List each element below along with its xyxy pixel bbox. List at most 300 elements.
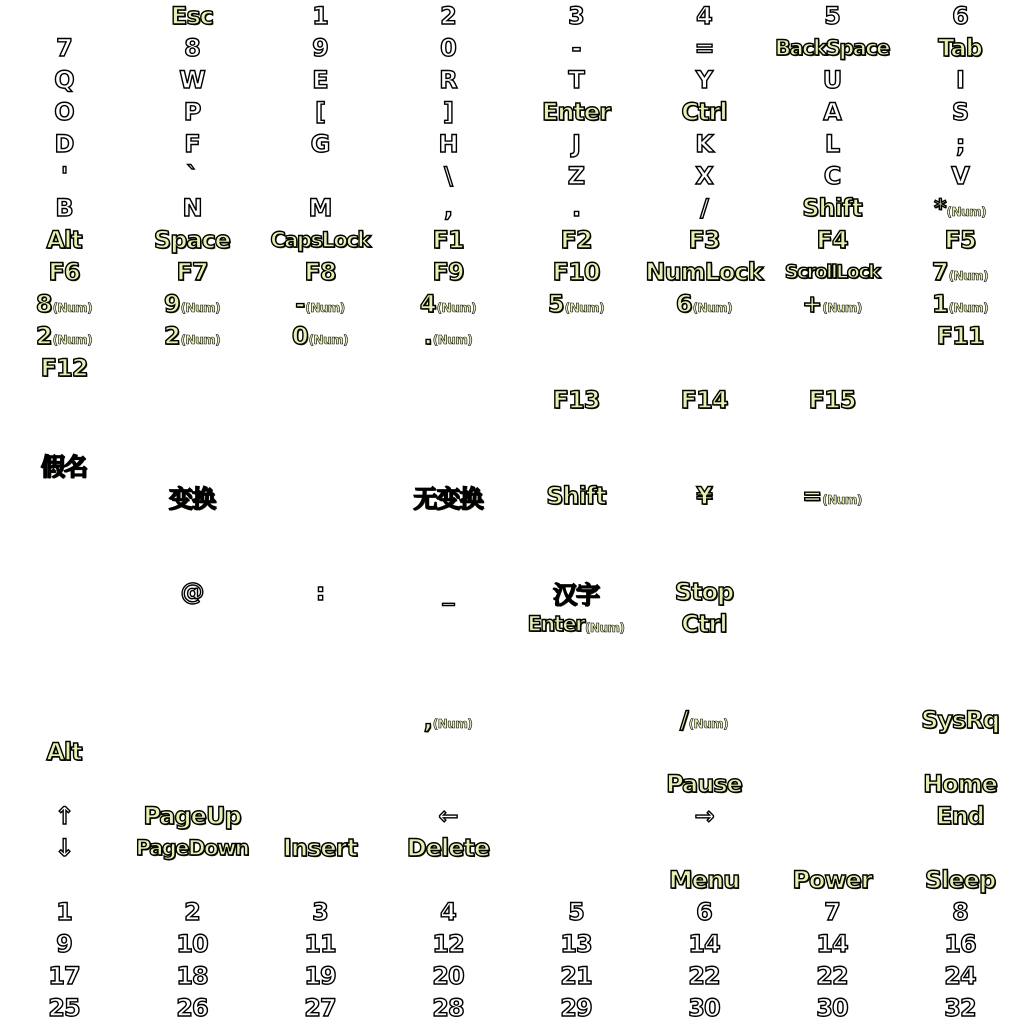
key-glyph-text: SysRq [921, 706, 999, 734]
numpad-suffix: (Num) [688, 717, 729, 731]
glyph-row [0, 32, 1024, 64]
key-glyph [0, 96, 128, 128]
numpad-suffix: (Num) [180, 333, 221, 347]
key-glyph [512, 384, 640, 416]
key-glyph-text: S [951, 98, 969, 126]
key-glyph-text: 假名 [41, 452, 87, 481]
key-glyph-text: ScrollLock [784, 261, 880, 283]
key-glyph [896, 32, 1024, 64]
key-glyph [256, 928, 384, 960]
numpad-suffix: (Num) [436, 301, 477, 315]
key-glyph-text: ¥ [696, 482, 712, 510]
glyph-row [0, 320, 1024, 352]
key-glyph [256, 992, 384, 1024]
key-glyph [384, 128, 512, 160]
key-glyph [256, 0, 384, 32]
key-glyph-text: 8 [184, 34, 200, 62]
key-glyph [768, 288, 896, 320]
key-glyph-text: = [694, 34, 714, 62]
key-glyph [256, 224, 384, 256]
key-glyph [896, 960, 1024, 992]
key-glyph-text: 8 [35, 290, 52, 318]
glyph-row [0, 64, 1024, 96]
key-glyph [0, 224, 128, 256]
key-glyph [128, 832, 256, 864]
key-glyph [0, 128, 128, 160]
key-glyph [128, 288, 256, 320]
key-glyph-text: ← [438, 802, 458, 830]
key-glyph [768, 160, 896, 192]
glyph-row [0, 256, 1024, 288]
key-glyph [384, 256, 512, 288]
key-glyph-text: PageUp [143, 802, 241, 830]
key-glyph-text: ' [60, 162, 68, 190]
key-glyph-text: 22 [688, 962, 720, 990]
key-glyph [896, 256, 1024, 288]
glyph-row [0, 192, 1024, 224]
glyph-row [0, 544, 1024, 576]
key-glyph [768, 928, 896, 960]
key-glyph [896, 704, 1024, 736]
key-glyph-text: Insert [283, 834, 357, 862]
key-glyph [256, 896, 384, 928]
key-glyph [640, 864, 768, 896]
key-glyph [768, 480, 896, 512]
key-glyph [384, 960, 512, 992]
key-glyph-text: F5 [944, 226, 976, 254]
key-glyph-text: D [54, 130, 74, 158]
key-glyph [512, 128, 640, 160]
key-glyph-text: 9 [56, 930, 72, 958]
key-glyph [512, 192, 640, 224]
key-glyph [384, 704, 512, 736]
key-glyph [512, 896, 640, 928]
key-glyph-text: 16 [944, 930, 976, 958]
key-glyph [128, 256, 256, 288]
key-glyph [640, 256, 768, 288]
key-glyph-text: 0 [291, 322, 308, 350]
key-glyph-text: Power [792, 866, 872, 894]
key-glyph [0, 352, 128, 384]
key-glyph-text: 2 [440, 2, 456, 30]
numpad-suffix: (Num) [308, 333, 349, 347]
key-glyph-text: 无变换 [413, 484, 483, 513]
key-glyph-text: 18 [176, 962, 208, 990]
key-glyph-text: 2 [35, 322, 52, 350]
key-glyph [128, 160, 256, 192]
key-glyph-text: 4 [419, 290, 436, 318]
key-glyph [640, 224, 768, 256]
key-glyph-text: Shift [802, 194, 862, 222]
numpad-suffix: (Num) [584, 621, 625, 635]
key-glyph-text: R [439, 66, 457, 94]
glyph-row [0, 448, 1024, 480]
key-glyph-text: M [308, 194, 332, 222]
key-glyph [896, 896, 1024, 928]
key-glyph-text: 0 [440, 34, 456, 62]
key-glyph [256, 832, 384, 864]
key-glyph [640, 800, 768, 832]
key-glyph [256, 192, 384, 224]
key-glyph-text: ↓ [54, 834, 74, 862]
key-glyph [640, 992, 768, 1024]
key-glyph-text: B [55, 194, 73, 222]
key-glyph [640, 896, 768, 928]
key-glyph [384, 896, 512, 928]
key-glyph [384, 192, 512, 224]
glyph-row [0, 608, 1024, 640]
key-glyph [896, 928, 1024, 960]
key-glyph-text: : [315, 578, 325, 606]
key-glyph-text: Menu [668, 866, 740, 894]
key-glyph-text: F7 [176, 258, 208, 286]
key-glyph [512, 256, 640, 288]
key-glyph-text: L [824, 130, 840, 158]
key-glyph-text: X [695, 162, 713, 190]
key-glyph-text: @ [180, 578, 204, 606]
key-glyph-text: 4 [696, 2, 712, 30]
key-glyph [384, 992, 512, 1024]
key-glyph [0, 256, 128, 288]
key-glyph [384, 288, 512, 320]
key-glyph [0, 32, 128, 64]
key-glyph [128, 128, 256, 160]
key-glyph-text: / [700, 194, 708, 222]
key-glyph [0, 992, 128, 1024]
glyph-row [0, 576, 1024, 608]
key-glyph-text: H [438, 130, 458, 158]
key-glyph [0, 896, 128, 928]
key-glyph-text: 5 [824, 2, 840, 30]
key-glyph-text: 4 [440, 898, 456, 926]
key-glyph-text: 7 [931, 258, 948, 286]
key-glyph [768, 224, 896, 256]
key-glyph [512, 0, 640, 32]
key-glyph [896, 800, 1024, 832]
key-glyph-text: 3 [312, 898, 328, 926]
numpad-suffix: (Num) [305, 301, 345, 315]
key-glyph-text: F4 [816, 226, 848, 254]
key-glyph [256, 288, 384, 320]
key-glyph [896, 64, 1024, 96]
key-glyph-text: / [679, 706, 688, 734]
key-glyph-text: Esc [171, 2, 213, 30]
key-glyph [896, 160, 1024, 192]
key-glyph [256, 960, 384, 992]
key-glyph-text: 6 [952, 2, 968, 30]
key-glyph [768, 384, 896, 416]
key-glyph [640, 160, 768, 192]
key-glyph-text: F2 [560, 226, 592, 254]
key-glyph-text: 13 [560, 930, 592, 958]
key-glyph-text: BackSpace [774, 36, 890, 60]
key-glyph [640, 128, 768, 160]
glyph-row [0, 832, 1024, 864]
key-glyph-text: F8 [304, 258, 336, 286]
key-glyph [512, 96, 640, 128]
key-glyph [512, 960, 640, 992]
key-glyph [896, 992, 1024, 1024]
key-glyph [384, 832, 512, 864]
key-glyph-text: , [423, 706, 432, 734]
key-glyph [128, 896, 256, 928]
key-glyph-text: K [695, 130, 713, 158]
numpad-suffix: (Num) [822, 301, 862, 315]
key-glyph [0, 160, 128, 192]
numpad-suffix: (Num) [52, 333, 93, 347]
key-glyph-text: F6 [48, 258, 80, 286]
key-glyph [384, 800, 512, 832]
key-glyph [128, 960, 256, 992]
glyph-row [0, 800, 1024, 832]
key-glyph-text: O [54, 98, 74, 126]
glyph-row [0, 736, 1024, 768]
glyph-row [0, 704, 1024, 736]
key-glyph-text: ` [186, 162, 198, 190]
key-glyph-text: A [823, 98, 841, 126]
key-glyph-text: PageDown [135, 836, 249, 860]
key-glyph [640, 704, 768, 736]
key-glyph [512, 576, 640, 608]
key-glyph [768, 992, 896, 1024]
key-glyph [0, 320, 128, 352]
key-glyph [0, 288, 128, 320]
key-glyph-text: F1 [432, 226, 464, 254]
key-glyph-text: , [443, 194, 453, 222]
key-glyph [768, 192, 896, 224]
numpad-suffix: (Num) [946, 205, 987, 219]
key-glyph [256, 320, 384, 352]
key-glyph [128, 992, 256, 1024]
key-glyph-text: [ [315, 98, 325, 126]
key-glyph-text: ↑ [54, 802, 74, 830]
key-glyph [384, 576, 512, 608]
key-glyph [640, 64, 768, 96]
glyph-row [0, 416, 1024, 448]
key-glyph-text: ] [443, 98, 453, 126]
glyph-row [0, 224, 1024, 256]
key-glyph [640, 288, 768, 320]
key-glyph [768, 864, 896, 896]
key-glyph-text: F11 [936, 322, 984, 350]
numpad-suffix: (Num) [948, 269, 989, 283]
key-glyph [128, 320, 256, 352]
key-glyph-text: C [823, 162, 841, 190]
glyph-row [0, 768, 1024, 800]
key-glyph-text: 7 [824, 898, 840, 926]
key-glyph-text: 2 [184, 898, 200, 926]
key-glyph [512, 480, 640, 512]
key-glyph-text: 10 [176, 930, 208, 958]
key-glyph-text: V [951, 162, 969, 190]
key-glyph-text: 3 [568, 2, 584, 30]
key-glyph [896, 864, 1024, 896]
key-glyph-text: 14 [816, 930, 848, 958]
key-glyph [768, 0, 896, 32]
key-glyph [640, 96, 768, 128]
key-glyph [384, 96, 512, 128]
key-glyph [128, 928, 256, 960]
glyph-row [0, 672, 1024, 704]
key-glyph-text: Shift [546, 482, 606, 510]
key-glyph [768, 128, 896, 160]
key-glyph-text: Q [54, 66, 74, 94]
key-glyph-text: 19 [304, 962, 336, 990]
glyph-row [0, 384, 1024, 416]
key-glyph [640, 0, 768, 32]
key-glyph-text: 9 [163, 290, 180, 318]
key-glyph [384, 224, 512, 256]
numpad-suffix: (Num) [180, 301, 221, 315]
key-glyph [256, 96, 384, 128]
glyph-row [0, 928, 1024, 960]
key-glyph [512, 992, 640, 1024]
key-glyph-text: 24 [944, 962, 976, 990]
glyph-row [0, 128, 1024, 160]
key-glyph-text: 30 [816, 994, 848, 1022]
key-glyph [512, 32, 640, 64]
numpad-suffix: (Num) [948, 301, 989, 315]
key-glyph-text: Home [923, 770, 997, 798]
key-glyph-text: J [572, 130, 580, 158]
key-glyph [128, 800, 256, 832]
key-glyph-text: F3 [688, 226, 720, 254]
key-glyph-text: F9 [432, 258, 464, 286]
key-glyph-text: Enter [527, 612, 584, 636]
key-glyph [384, 32, 512, 64]
key-glyph [128, 96, 256, 128]
key-glyph [640, 480, 768, 512]
key-glyph-text: - [571, 34, 581, 62]
key-glyph-text: 17 [48, 962, 80, 990]
glyph-row [0, 864, 1024, 896]
key-glyph-text: G [310, 130, 330, 158]
key-glyph-text: _ [442, 578, 454, 606]
glyph-row [0, 96, 1024, 128]
key-glyph-text: 变换 [169, 484, 215, 513]
key-glyph [640, 608, 768, 640]
key-glyph-text: → [694, 802, 714, 830]
key-glyph [768, 256, 896, 288]
key-glyph-text: F [184, 130, 200, 158]
key-glyph [128, 192, 256, 224]
key-glyph [896, 96, 1024, 128]
key-glyph [384, 0, 512, 32]
key-glyph [512, 160, 640, 192]
key-glyph [512, 64, 640, 96]
key-glyph [768, 32, 896, 64]
key-glyph [640, 192, 768, 224]
key-glyph [384, 64, 512, 96]
glyph-row [0, 480, 1024, 512]
key-glyph [0, 192, 128, 224]
key-glyph [384, 480, 512, 512]
key-glyph-text: N [182, 194, 202, 222]
key-glyph-text: Alt [46, 226, 82, 254]
numpad-suffix: (Num) [564, 301, 605, 315]
key-glyph [256, 128, 384, 160]
key-glyph [256, 576, 384, 608]
key-glyph [640, 384, 768, 416]
glyph-row [0, 352, 1024, 384]
key-glyph-text: Space [153, 226, 231, 254]
key-glyph-text: 26 [176, 994, 208, 1022]
key-glyph-text: Tab [938, 34, 982, 62]
key-glyph-text: 汉字 [553, 580, 599, 609]
key-glyph [384, 928, 512, 960]
key-glyph [256, 256, 384, 288]
key-glyph-text: 29 [560, 994, 592, 1022]
key-glyph [640, 32, 768, 64]
key-glyph-text: I [956, 66, 964, 94]
key-glyph-text: Stop [674, 578, 734, 606]
key-glyph-text: 20 [432, 962, 464, 990]
key-glyph-text: \ [444, 162, 452, 190]
key-glyph-text: 27 [304, 994, 336, 1022]
key-glyph [640, 960, 768, 992]
key-glyph-text: 12 [432, 930, 464, 958]
key-glyph [512, 288, 640, 320]
key-glyph-text: CapsLock [270, 228, 370, 252]
key-glyph-text: 6 [696, 898, 712, 926]
key-glyph [768, 64, 896, 96]
key-glyph [0, 928, 128, 960]
key-glyph-text: Alt [46, 738, 82, 766]
key-glyph-text: E [312, 66, 328, 94]
key-glyph [0, 960, 128, 992]
glyph-row [0, 640, 1024, 672]
key-glyph-text: Y [695, 66, 713, 94]
key-glyph [384, 320, 512, 352]
glyph-row [0, 992, 1024, 1024]
glyph-row [0, 288, 1024, 320]
key-glyph-text: 21 [560, 962, 592, 990]
numpad-suffix: (Num) [432, 717, 473, 731]
key-glyph-text: 1 [931, 290, 948, 318]
key-glyph [128, 0, 256, 32]
key-glyph [128, 32, 256, 64]
key-glyph [640, 576, 768, 608]
glyph-row [0, 896, 1024, 928]
key-glyph-text: + [802, 290, 822, 318]
key-glyph-text: 32 [944, 994, 976, 1022]
key-glyph-text: 25 [48, 994, 80, 1022]
key-glyph [0, 448, 128, 480]
key-glyph-text: End [936, 802, 984, 830]
key-glyph-text: 1 [312, 2, 328, 30]
key-glyph-text: 7 [56, 34, 72, 62]
glyph-row [0, 160, 1024, 192]
key-glyph-text: F14 [680, 386, 728, 414]
key-glyph-text: W [179, 66, 205, 94]
key-glyph [128, 224, 256, 256]
key-glyph [0, 800, 128, 832]
numpad-suffix: (Num) [822, 493, 862, 507]
key-glyph-text: Pause [666, 770, 742, 798]
key-glyph-text: = [802, 482, 822, 510]
key-glyph-text: . [423, 322, 432, 350]
key-glyph-text: Sleep [924, 866, 996, 894]
key-glyph-text: 30 [688, 994, 720, 1022]
key-glyph-text: T [568, 66, 584, 94]
key-glyph [640, 928, 768, 960]
key-glyph-text: 14 [688, 930, 720, 958]
key-glyph-text: Ctrl [681, 610, 727, 638]
key-glyph [512, 608, 640, 640]
key-glyph-text: 2 [163, 322, 180, 350]
key-glyph-text: 6 [675, 290, 692, 318]
key-glyph-text: Z [567, 162, 585, 190]
